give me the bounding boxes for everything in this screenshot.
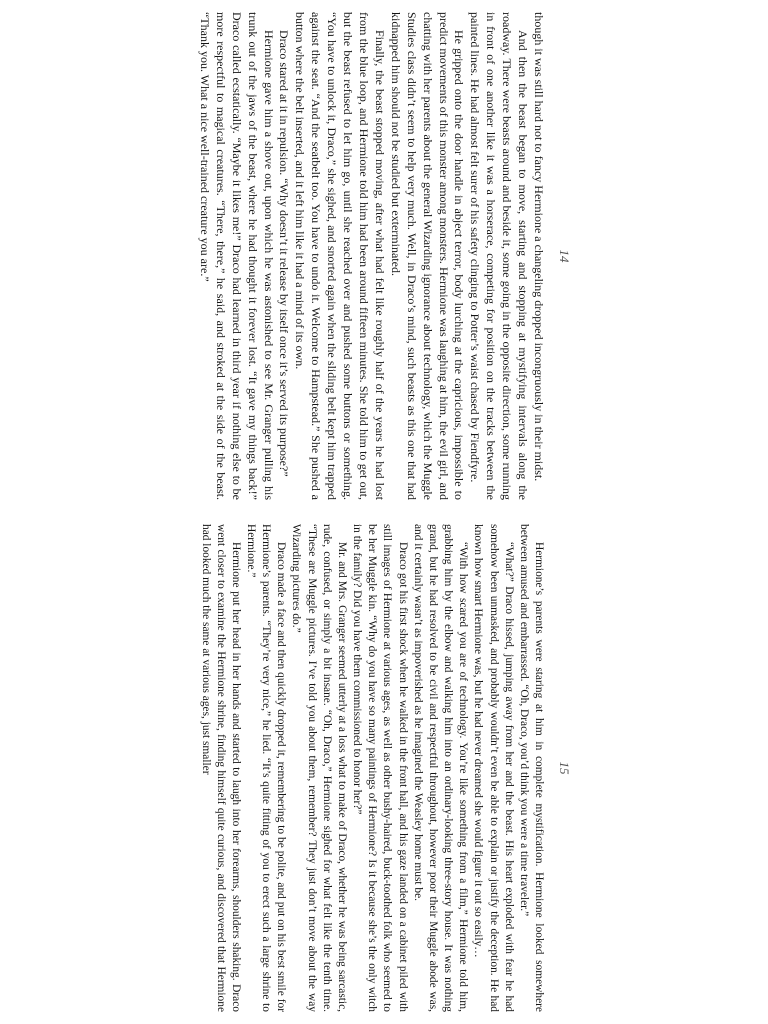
paragraph: Finally, the beast stopped moving, after what had felt like roughly half of the years he had lost from the blue loop, and Hermione told him had been around fifteen minutes. She told him to get out, but the beast refused to let him go, until she reached over and pushed some buttons or something. “You have to unlock it, Draco,” she sighed, and snorted again when the sliding belt kept him trapped against the seat. “And the seatbelt too. You have to undo it. Welcome to Hampstead.” She pushed a button where the belt inserted, and it left him like it had a mind of its own. xyxy=(293,12,387,500)
paragraph: And then the beast began to move, starting and stopping at mystifying intervals along the roadway. There were beasts around and beside it, some going in the opposite direction, some running in front of one another like it was a horserace, competing for position on the tracks between the painted lines. He had almost felt surer of his safety clinging to Potter’s waist chased by Fiendfyre. xyxy=(468,12,531,500)
paragraph: Draco got his first shock when he walked in the front hall, and his gaze landed on a cabinet piled with still images of Hermione at various ages, as well as other bushy-haired, buck-toothed folk who seemed to be her Muggle kin. “Why do you have so many paintings of Hermione? Is it because she’s the only witch in the family? Did you have them commissioned to honor her?” xyxy=(351,524,409,1012)
paragraph: “What?” Draco hissed, jumping away from her and the beast. His heart exploded with fear he had somehow been unmasked, and probably wouldn’t even be able to explain or justify the deception. He had known how smart Hermione was, but he had never dreamed she would figure it out so easily… xyxy=(472,524,515,1012)
page-number: 15 xyxy=(557,761,572,775)
paragraph: “With how scared you are of technology. You’re like something from a film,” Hermione told him, grabbing him by the elbow and walking him into an ordinary-looking three-story house. It was nothing grand, but he had resolved to be civil and respectful throughout, however poor their Muggle abode was, and it certainly wasn’t as impoverished as he imagined the Weasley home must be. xyxy=(411,524,470,1012)
paragraph: Hermione put her head in her hands and started to laugh into her forearms, shoulders shaking. Draco went closer to examine the Hermione shrine, finding himself quite curious, and discovered that Hermione had looked much the same at various ages, just smaller xyxy=(199,524,242,1012)
paragraph: He gripped onto the door handle in abject terror, body lurching at the capricious, impossible to predict movements of this monster among monsters. Hermione was laughing at him, the evil girl, and chatting with her parents about the general Wizarding ignorance about technology, which the Muggle Studies class didn’t seem to help very much. Well, in Draco’s mind, such beasts as this one that had kidnapped him should not be studied but exterminated. xyxy=(388,12,467,500)
page-text xyxy=(196,524,546,1012)
paragraph: Mr. and Mrs. Granger seemed utterly at a loss what to make of Draco, whether he was being sarcastic, rude, confused, or simply a bit insane. “Oh, Draco,” Hermione sighed for what felt like the tenth time. “These are Muggle pictures. I’ve told you about them, remember? They just don’t move about the way Wizarding pictures do.” xyxy=(290,524,348,1012)
paragraph: Hermione’s parents were staring at him in complete mystification. Hermione looked somewhere between amused and embarrassed. “Oh, Draco, you’d think you were a time traveler.” xyxy=(517,524,545,1012)
right-page xyxy=(192,512,576,1024)
left-page xyxy=(192,0,576,512)
paragraph: Draco made a face and then quickly dropped it, remembering to be polite, and put on his best smile for Hermione’s parents. “They’re very nice,” he lied. “It’s quite fitting of you to erect such a large shrine to Hermione.” xyxy=(245,524,288,1012)
paragraph: Hermione gave him a shove out, upon which he was astonished to see Mr. Granger pulling his trunk out of the jaws of the beast, where he had thought it forever lost. “It gave my things back!” Draco called ecstatically. “Maybe it likes me!” Draco had learned in third year if nothing else to be more respectful to magical creatures. “There, there,” he said, and stroked at the side of the beast. “Thank you. What a nice well-trained creature you are.” xyxy=(197,12,276,500)
paragraph: Draco stared at it in repulsion. “Why doesn’t it release by itself once it’s served its purpose?” xyxy=(277,30,292,477)
page-number: 14 xyxy=(557,249,572,263)
page-text xyxy=(196,12,546,500)
paragraph: though it was still hard not to fancy Hermione a changeling dropped incongruously in their midst. xyxy=(532,12,546,482)
